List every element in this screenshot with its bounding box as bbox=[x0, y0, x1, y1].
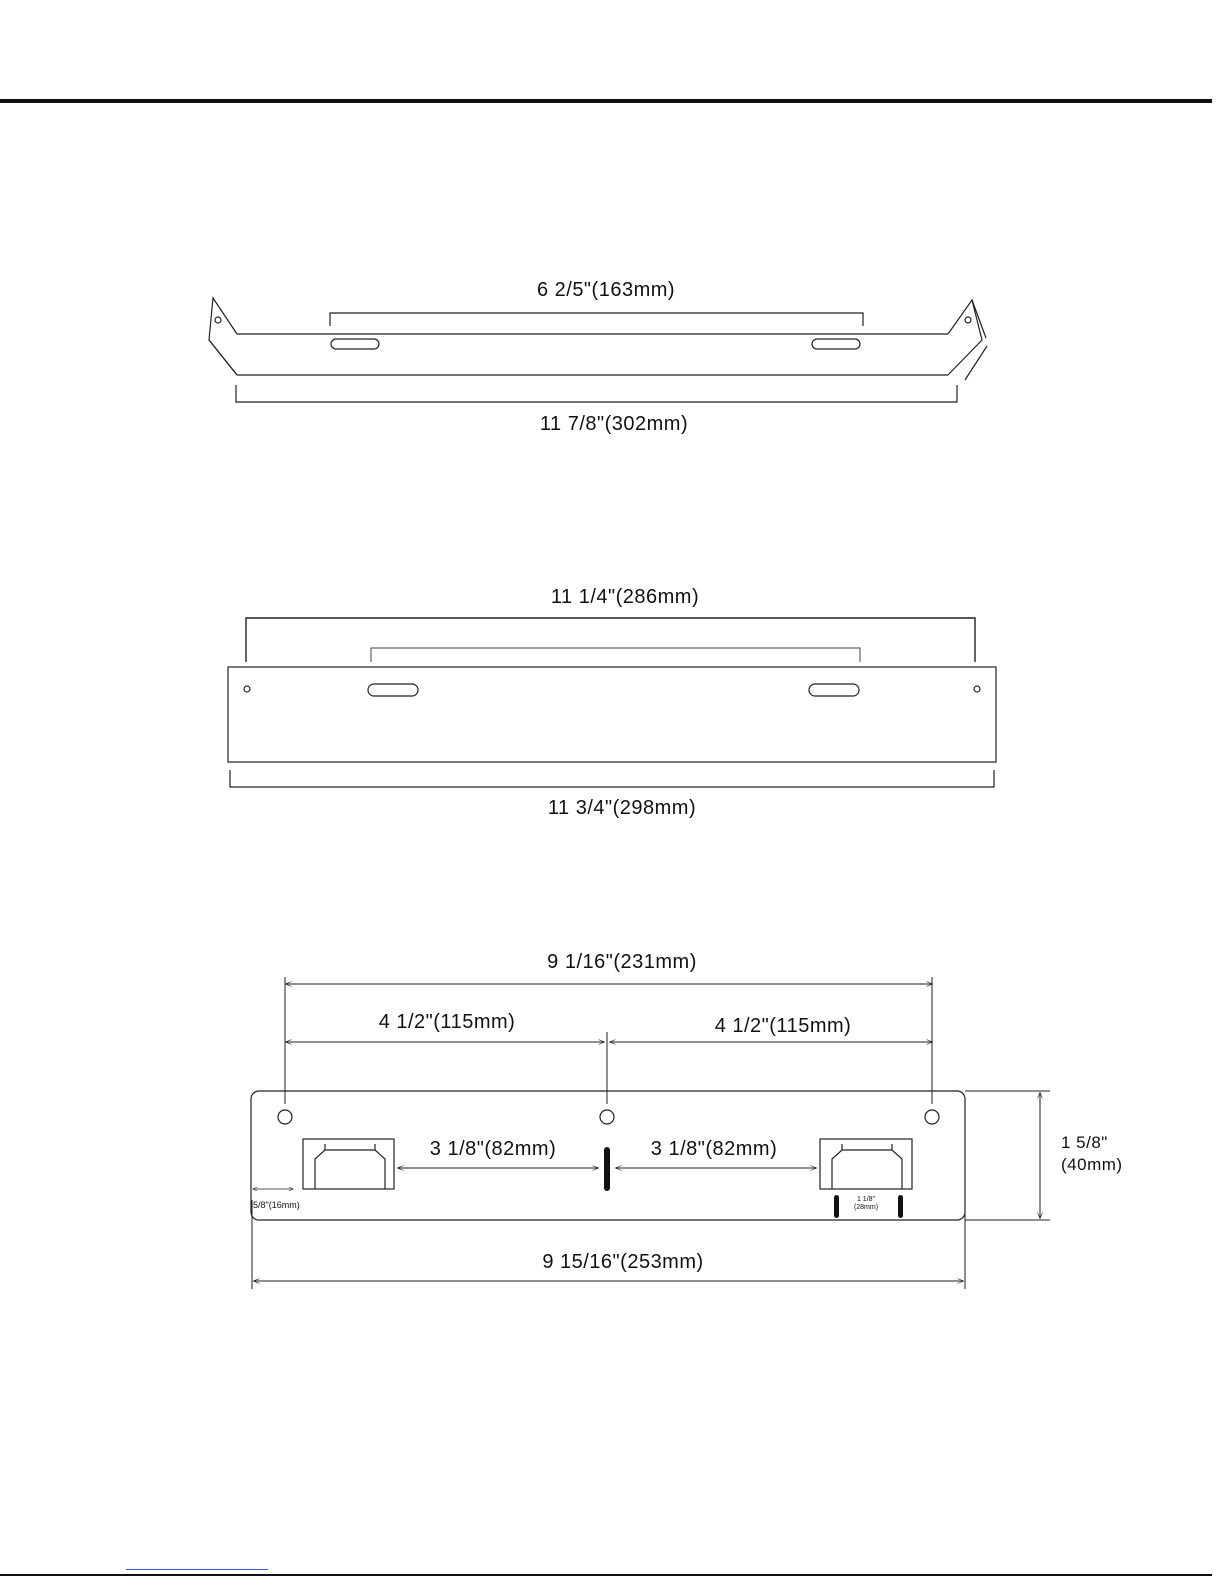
front-view-outer-length-label: 11 1/4"(286mm) bbox=[550, 586, 700, 608]
front-view-overall-length-label: 11 3/4"(298mm) bbox=[547, 797, 697, 819]
plate-half-span-right-label: 4 1/2"(115mm) bbox=[714, 1015, 852, 1037]
front-view-outer-dimension bbox=[246, 618, 975, 662]
front-view-overall-dimension bbox=[230, 770, 994, 787]
plate-bracket-width-line2: (28mm) bbox=[853, 1204, 879, 1211]
footer-rule bbox=[0, 1574, 1212, 1576]
plate-gap-left-label: 3 1/8"(82mm) bbox=[429, 1138, 557, 1160]
plate-height-line2: (40mm) bbox=[1061, 1155, 1123, 1174]
front-view-plate bbox=[228, 667, 996, 762]
plate-overall-length-label: 9 15/16"(253mm) bbox=[542, 1251, 704, 1273]
plate-right-hook-bracket bbox=[820, 1139, 912, 1189]
footer-link-underline bbox=[126, 1569, 268, 1570]
plate-center-slot bbox=[604, 1147, 610, 1191]
plate-bracket-width-line1: 1 1/8" bbox=[856, 1196, 876, 1203]
plate-half-span-left-label: 4 1/2"(115mm) bbox=[378, 1011, 516, 1033]
plate-right-slot-right bbox=[898, 1195, 903, 1218]
plate-hole-span-label: 9 1/16"(231mm) bbox=[547, 951, 697, 973]
plate-extension-lines bbox=[252, 977, 1050, 1289]
top-view-slot-spacing-label: 6 2/5"(163mm) bbox=[536, 279, 676, 301]
front-view-inner-dimension bbox=[371, 648, 860, 662]
plate-edge-offset-label: 5/8"(16mm) bbox=[253, 1200, 300, 1210]
top-view-overall-dimension bbox=[236, 346, 987, 402]
top-view-bracket bbox=[209, 298, 986, 375]
plate-height-line1: 1 5/8" bbox=[1061, 1133, 1108, 1152]
top-view-slot-dimension bbox=[330, 313, 863, 326]
plate-gap-right-label: 3 1/8"(82mm) bbox=[650, 1138, 778, 1160]
plate-right-slot-left bbox=[834, 1195, 839, 1218]
top-view-overall-length-label: 11 7/8"(302mm) bbox=[539, 413, 689, 435]
plate-left-hook-bracket bbox=[303, 1139, 394, 1189]
